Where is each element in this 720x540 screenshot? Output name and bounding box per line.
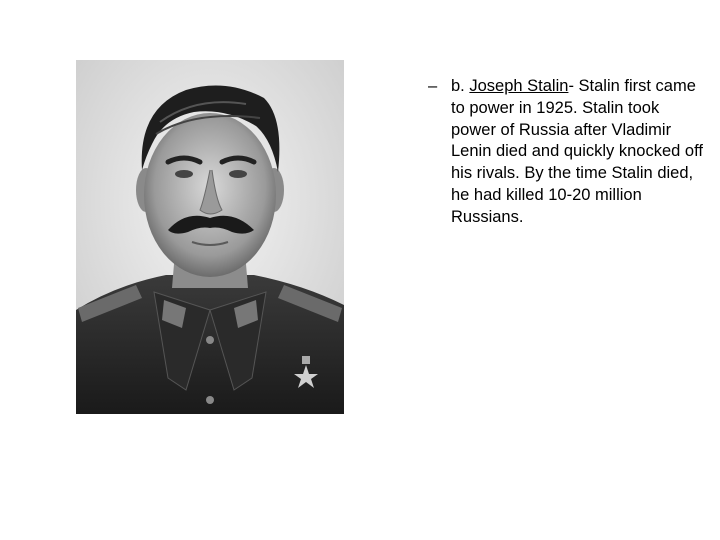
bullet-prefix: b. [451,77,470,95]
bullet-name-link: Joseph Stalin [469,77,569,95]
bullet-item [428,76,708,229]
stalin-portrait-image [76,60,344,414]
bullet-text [451,76,708,229]
bullet-description: - Stalin first came to power in 1925. Stalin took power of Russia after Vladimir Lenin died and quickly knocked off his rivals. By the time Stalin died, he had killed 10-20 million Russians. [451,77,703,226]
bullet-dash: – [428,77,438,95]
